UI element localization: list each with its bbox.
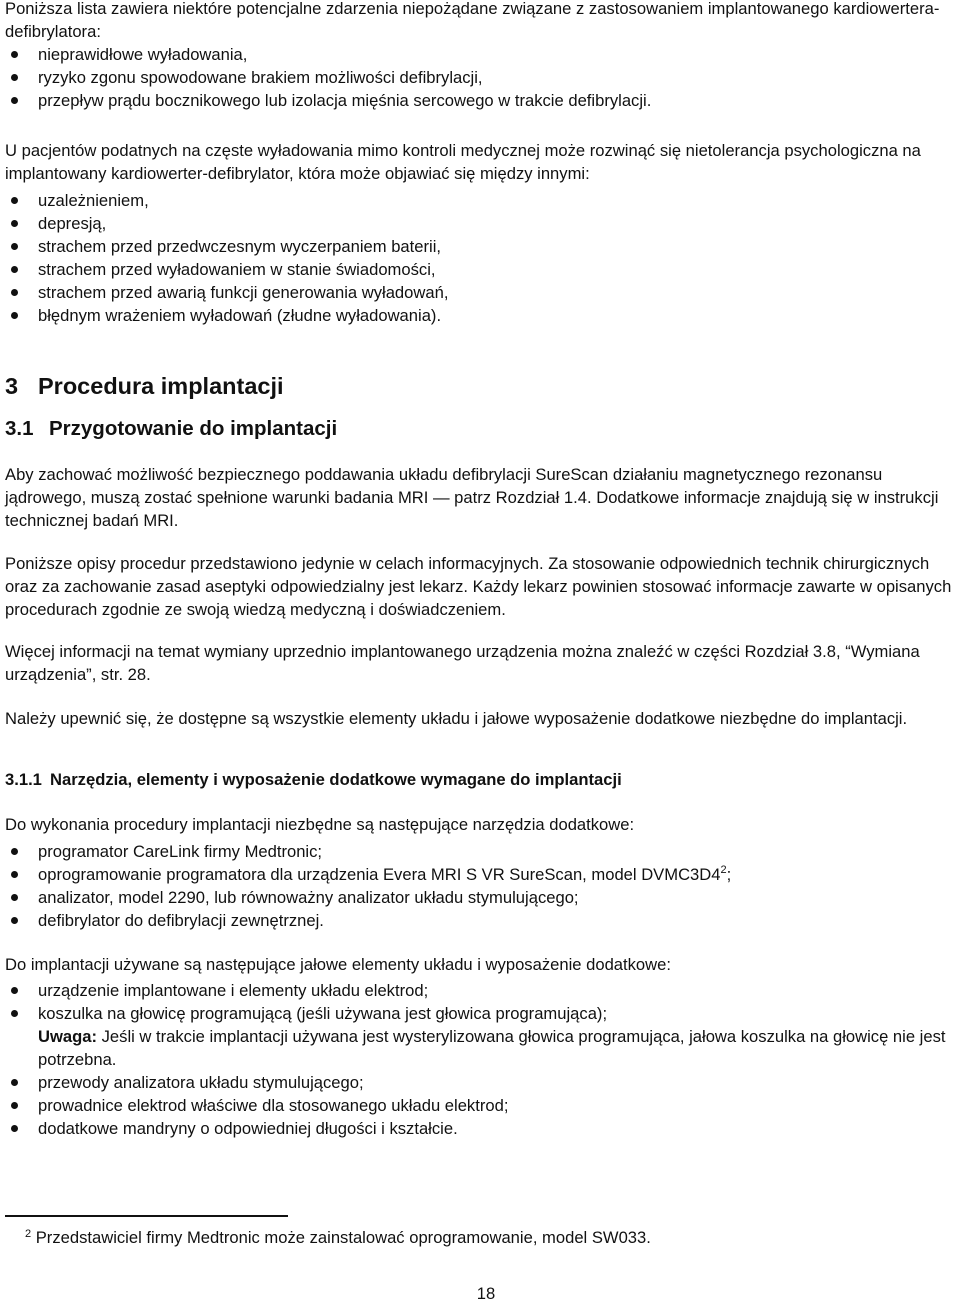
list-item: defibrylator do defibrylacji zewnętrznej. xyxy=(5,909,955,932)
section-3-1-heading xyxy=(5,415,337,443)
list-item: uzależnieniem, xyxy=(5,189,955,212)
list-item: prowadnice elektrod właściwe dla stosowanego układu elektrod; xyxy=(5,1094,960,1117)
tools-intro: Do wykonania procedury implantacji niezbędne są następujące narzędzia dodatkowe: xyxy=(5,815,635,834)
section-number: 3.1 xyxy=(5,417,34,440)
list-item-tail: ; xyxy=(726,865,732,884)
mri-paragraph: Aby zachować możliwość bezpiecznego poddawania układu defibrylacji SureScan działaniu magnetycznego rezonansu jądrowego, muszą zostać spełnione warunki badania MRI — patrz Rozdział 1.4. Dodatkowe informacje znajdują się w instrukcji technicznej badań MRI. xyxy=(5,465,939,530)
list-item: przewody analizatora układu stymulującego; xyxy=(5,1071,960,1094)
list-item: programator CareLink firmy Medtronic; xyxy=(5,840,955,863)
list-item xyxy=(5,1002,960,1071)
replacement-paragraph: Więcej informacji na temat wymiany uprzednio implantowanego urządzenia można znaleźć w części Rozdział 3.8, “Wymiana urządzenia”, str. 28. xyxy=(5,642,920,684)
intolerance-paragraph: U pacjentów podatnych na częste wyładowania mimo kontroli medycznej może rozwinąć się nietolerancja psychologiczna na implantowany kardiowerter-defibrylator, która może objawiać się między innymi: xyxy=(5,141,921,183)
list-item: strachem przed przedwczesnym wyczerpaniem baterii, xyxy=(5,235,955,258)
footnote-text: Przedstawiciel firmy Medtronic może zainstalować oprogramowanie, model SW033. xyxy=(31,1228,651,1247)
components-paragraph: Należy upewnić się, że dostępne są wszystkie elementy układu i jałowe wyposażenie dodatkowe niezbędne do implantacji. xyxy=(5,709,908,728)
sterile-intro: Do implantacji używane są następujące jałowe elementy układu i wyposażenie dodatkowe: xyxy=(5,955,671,974)
section-title: Przygotowanie do implantacji xyxy=(49,417,338,440)
list-item: analizator, model 2290, lub równoważny analizator układu stymulującego; xyxy=(5,886,955,909)
list-item: strachem przed wyładowaniem w stanie świadomości, xyxy=(5,258,955,281)
section-3-heading xyxy=(5,371,284,401)
note-text: Jeśli w trakcie implantacji używana jest wysterylizowana głowica programująca, jałowa koszulka na głowicę nie jest potrzebna. xyxy=(38,1027,946,1069)
list-item: przepływ prądu bocznikowego lub izolacja mięśnia sercowego w trakcie defibrylacji. xyxy=(5,89,955,112)
footnote-ref: 2 xyxy=(720,864,727,876)
footnote xyxy=(25,1226,955,1249)
adverse-events-list xyxy=(5,43,955,112)
footnote-marker: 2 xyxy=(25,1228,32,1240)
section-title: Procedura implantacji xyxy=(38,373,284,399)
note-label: Uwaga: xyxy=(38,1027,98,1046)
list-item-text: koszulka na głowicę programującą (jeśli używana jest głowica programująca); xyxy=(38,1004,608,1023)
intolerance-list xyxy=(5,189,955,327)
list-item xyxy=(5,863,955,886)
section-number: 3.1.1 xyxy=(5,770,42,789)
list-item: urządzenie implantowane i elementy układu elektrod; xyxy=(5,979,960,1002)
list-item: dodatkowe mandryny o odpowiedniej długości i kształcie. xyxy=(5,1117,960,1140)
sterile-list xyxy=(5,979,960,1140)
list-item-text: oprogramowanie programatora dla urządzenia Evera MRI S VR SureScan, model DVMC3D4 xyxy=(38,865,721,884)
list-item: nieprawidłowe wyładowania, xyxy=(5,43,955,66)
intro-paragraph: Poniższa lista zawiera niektóre potencjalne zdarzenia niepożądane związane z zastosowaniem implantowanego kardiowertera-defibrylatora: xyxy=(5,0,940,41)
section-title: Narzędzia, elementy i wyposażenie dodatkowe wymagane do implantacji xyxy=(50,770,622,789)
procedures-paragraph: Poniższe opisy procedur przedstawiono jedynie w celach informacyjnych. Za stosowanie odpowiednich technik chirurgicznych oraz za zachowanie zasad aseptyki odpowiedzialny jest lekarz. Każdy lekarz powinien stosować informacje zawarte w opisanych procedurach zgodnie ze swoją wiedzą medyczną i doświadczeniem. xyxy=(5,554,952,619)
section-number: 3 xyxy=(5,373,19,399)
list-item: depresją, xyxy=(5,212,955,235)
section-3-1-1-heading xyxy=(5,768,622,791)
list-item: strachem przed awarią funkcji generowania wyładowań, xyxy=(5,281,955,304)
list-item: błędnym wrażeniem wyładowań (złudne wyładowania). xyxy=(5,304,955,327)
tools-list xyxy=(5,840,955,932)
list-item: ryzyko zgonu spowodowane brakiem możliwości defibrylacji, xyxy=(5,66,955,89)
footnote-divider xyxy=(5,1215,288,1217)
page-number: 18 xyxy=(476,1284,496,1303)
